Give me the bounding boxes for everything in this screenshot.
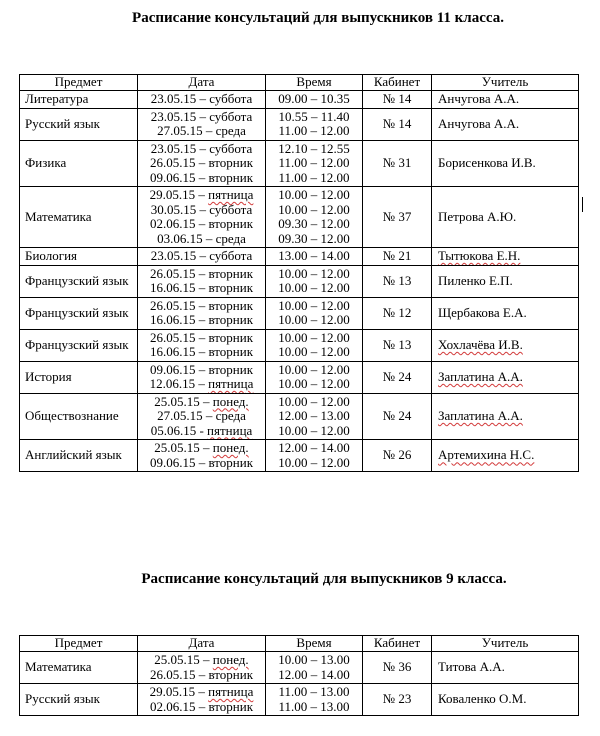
date-line: 25.05.15 – понед. (154, 440, 249, 455)
date-line: 02.06.15 – вторник (149, 216, 254, 231)
room-cell: № 23 (363, 684, 432, 716)
time-cell (266, 684, 363, 716)
date-line: 09.06.15 – вторник (149, 169, 254, 185)
time-line: 11.00 – 13.00 (278, 684, 350, 699)
time-cell (266, 361, 363, 393)
subject-cell: Французский язык (20, 265, 138, 297)
room-cell: № 21 (363, 248, 432, 266)
time-line: 10.00 – 12.00 (278, 376, 350, 391)
table-row (20, 108, 579, 140)
subject-cell: Биология (20, 248, 138, 266)
teacher-name: Заплатина А.А. (438, 368, 523, 384)
teacher-name: Петрова А.Ю. (438, 208, 517, 224)
time-line: 10.00 – 12.00 (278, 422, 350, 438)
time-cell (266, 329, 363, 361)
table-row (20, 393, 579, 440)
subject-cell: Русский язык (20, 108, 138, 140)
date-line: 09.06.15 – вторник (149, 454, 254, 470)
room-cell: № 24 (363, 393, 432, 440)
subject-cell: История (20, 361, 138, 393)
time-cell (266, 393, 363, 440)
spellcheck-word: пятница (207, 422, 253, 438)
time-line: 10.55 – 11.40 (278, 108, 350, 124)
table-row (20, 440, 579, 472)
time-line: 11.00 – 13.00 (278, 698, 350, 714)
spellcheck-word: пятница (208, 187, 254, 202)
teacher-cell (432, 265, 579, 297)
date-line: 26.05.15 – вторник (149, 329, 254, 345)
time-line: 10.00 – 12.00 (278, 361, 350, 377)
time-line: 12.00 – 14.00 (278, 440, 350, 455)
time-line: 10.00 – 12.00 (278, 187, 350, 202)
room-cell: № 13 (363, 329, 432, 361)
subject-cell: Математика (20, 187, 138, 248)
time-line: 10.00 – 12.00 (278, 344, 350, 359)
date-line: 23.05.15 – суббота (150, 108, 253, 124)
date-line: 02.06.15 – вторник (149, 698, 254, 714)
time-cell (266, 652, 363, 684)
teacher-name: Пиленко Е.П. (438, 272, 513, 288)
teacher-cell (432, 297, 579, 329)
teacher-name: Тытюкова Е.Н. (438, 248, 521, 263)
time-line: 10.00 – 12.00 (278, 454, 350, 470)
subject-cell: Французский язык (20, 329, 138, 361)
time-line: 11.00 – 12.00 (278, 123, 350, 138)
date-cell (138, 108, 266, 140)
date-cell (138, 265, 266, 297)
header-subject: Предмет (20, 75, 138, 91)
time-line: 11.00 – 12.00 (278, 155, 350, 170)
room-cell: № 14 (363, 108, 432, 140)
date-line: 26.05.15 – вторник (149, 155, 254, 170)
spellcheck-word: понед. (212, 440, 249, 455)
room-cell: № 37 (363, 187, 432, 248)
time-line: 12.00 – 13.00 (278, 408, 350, 423)
time-line: 10.00 – 12.00 (278, 280, 350, 295)
schedule-title-grade-11: Расписание консультаций для выпускников 11 класса. (132, 10, 504, 26)
teacher-cell (432, 652, 579, 684)
time-cell (266, 187, 363, 248)
schedule-table-grade-11 (19, 74, 579, 472)
subject-cell: Русский язык (20, 684, 138, 716)
room-cell: № 36 (363, 652, 432, 684)
date-line: 26.05.15 – вторник (149, 666, 254, 682)
date-line: 25.05.15 – понед. (154, 393, 249, 409)
table-row (20, 140, 579, 187)
date-line: 26.05.15 – вторник (149, 265, 254, 281)
teacher-name: Титова А.А. (438, 659, 505, 675)
date-line: 25.05.15 – понед. (154, 652, 249, 667)
time-line: 09.00 – 10.35 (278, 91, 350, 106)
date-line: 27.05.15 – среда (157, 408, 246, 423)
spellcheck-word: пятница (208, 684, 254, 699)
table-row (20, 248, 579, 266)
date-line: 05.06.15 - пятница (150, 422, 253, 438)
date-line: 29.05.15 – пятница (149, 684, 254, 699)
date-line: 26.05.15 – вторник (149, 297, 254, 313)
table-header (20, 75, 579, 91)
date-line: 23.05.15 – суббота (150, 91, 253, 106)
header-time: Время (266, 636, 363, 652)
table-header (20, 636, 579, 652)
date-cell (138, 329, 266, 361)
date-line: 27.05.15 – среда (157, 123, 246, 138)
table-row (20, 361, 579, 393)
teacher-cell (432, 684, 579, 716)
date-line: 23.05.15 – суббота (150, 248, 253, 263)
time-cell (266, 265, 363, 297)
time-line: 10.00 – 12.00 (278, 329, 350, 345)
teacher-name: Артемихина Н.С. (438, 447, 535, 463)
date-cell (138, 140, 266, 187)
schedule-title-grade-9: Расписание консультаций для выпускников 9 класса. (141, 571, 507, 587)
date-line: 16.06.15 – вторник (149, 344, 254, 359)
table-row (20, 684, 579, 716)
room-cell: № 13 (363, 265, 432, 297)
room-cell: № 24 (363, 361, 432, 393)
subject-cell: Французский язык (20, 297, 138, 329)
time-line: 12.10 – 12.55 (278, 140, 350, 156)
date-line: 09.06.15 – вторник (149, 361, 254, 377)
text-cursor (582, 197, 583, 212)
table-row (20, 329, 579, 361)
header-room: Кабинет (363, 75, 432, 91)
teacher-name: Заплатина А.А. (438, 408, 523, 423)
teacher-name: Коваленко О.М. (438, 691, 527, 707)
date-cell (138, 684, 266, 716)
teacher-cell (432, 329, 579, 361)
schedule-table-grade-9 (19, 635, 579, 716)
header-date: Дата (138, 636, 266, 652)
time-line: 10.00 – 12.00 (278, 265, 350, 281)
teacher-cell (432, 187, 579, 248)
teacher-name: Хохлачёва И.В. (438, 336, 523, 352)
spellcheck-word: пятница (208, 376, 254, 391)
time-cell (266, 440, 363, 472)
time-line: 09.30 – 12.00 (278, 216, 350, 231)
time-line: 13.00 – 14.00 (278, 248, 350, 263)
teacher-name: Анчугова А.А. (438, 115, 520, 131)
room-cell: № 31 (363, 140, 432, 187)
teacher-cell (432, 440, 579, 472)
time-line: 09.30 – 12.00 (278, 230, 350, 246)
header-room: Кабинет (363, 636, 432, 652)
subject-cell: Обществознание (20, 393, 138, 440)
table-row (20, 265, 579, 297)
table-row (20, 91, 579, 109)
time-cell (266, 140, 363, 187)
date-cell (138, 91, 266, 109)
time-line: 11.00 – 12.00 (278, 169, 350, 185)
teacher-cell (432, 91, 579, 109)
time-cell (266, 248, 363, 266)
time-line: 10.00 – 12.00 (278, 393, 350, 409)
teacher-cell (432, 248, 579, 266)
date-line: 23.05.15 – суббота (150, 140, 253, 156)
date-line: 30.05.15 – суббота (150, 201, 253, 217)
teacher-name: Анчугова А.А. (438, 91, 520, 106)
header-time: Время (266, 75, 363, 91)
time-line: 10.00 – 12.00 (278, 312, 350, 327)
date-line: 16.06.15 – вторник (149, 312, 254, 327)
header-teacher: Учитель (432, 636, 579, 652)
date-cell (138, 440, 266, 472)
subject-cell: Английский язык (20, 440, 138, 472)
date-line: 29.05.15 – пятница (149, 187, 254, 202)
teacher-cell (432, 361, 579, 393)
time-cell (266, 108, 363, 140)
header-subject: Предмет (20, 636, 138, 652)
time-line: 10.00 – 12.00 (278, 201, 350, 217)
table-row (20, 297, 579, 329)
date-cell (138, 297, 266, 329)
room-cell: № 14 (363, 91, 432, 109)
room-cell: № 26 (363, 440, 432, 472)
teacher-cell (432, 140, 579, 187)
date-cell (138, 652, 266, 684)
time-cell (266, 297, 363, 329)
date-line: 16.06.15 – вторник (149, 280, 254, 295)
teacher-cell (432, 393, 579, 440)
spellcheck-word: понед. (212, 393, 249, 409)
header-teacher: Учитель (432, 75, 579, 91)
header-date: Дата (138, 75, 266, 91)
time-line: 12.00 – 14.00 (278, 666, 350, 682)
subject-cell: Математика (20, 652, 138, 684)
date-cell (138, 393, 266, 440)
teacher-cell (432, 108, 579, 140)
table-row (20, 652, 579, 684)
teacher-name: Борисенкова И.В. (438, 155, 536, 170)
time-cell (266, 91, 363, 109)
room-cell: № 12 (363, 297, 432, 329)
date-line: 12.06.15 – пятница (149, 376, 254, 391)
time-line: 10.00 – 12.00 (278, 297, 350, 313)
spellcheck-word: понед. (212, 652, 249, 667)
date-cell (138, 361, 266, 393)
date-cell (138, 187, 266, 248)
table-row (20, 187, 579, 248)
time-line: 10.00 – 13.00 (278, 652, 350, 667)
subject-cell: Литература (20, 91, 138, 109)
subject-cell: Физика (20, 140, 138, 187)
date-line: 03.06.15 – среда (157, 230, 246, 246)
date-cell (138, 248, 266, 266)
teacher-name: Щербакова Е.А. (438, 304, 527, 320)
